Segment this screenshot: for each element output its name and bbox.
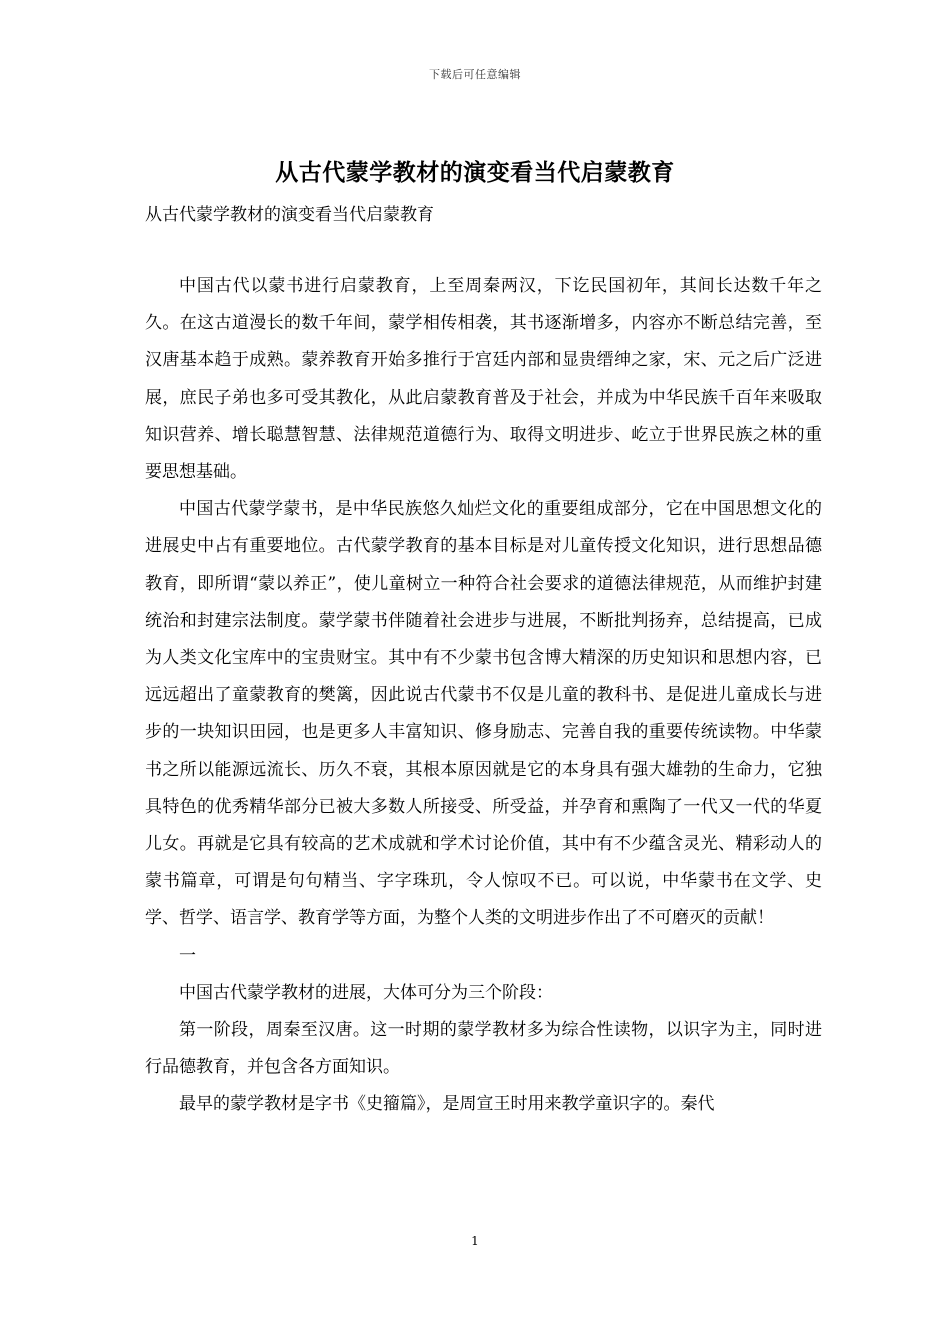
body-paragraph: 最早的蒙学教材是字书《史籀篇》，是周宣王时用来教学童识字的。秦代 xyxy=(179,1094,715,1115)
section-marker: 一 xyxy=(179,945,196,966)
body-paragraph: 第一阶段，周秦至汉唐。这一时期的蒙学教材多为综合性读物，以识字为主，同时进行品德教育，并包含各方面知识。 xyxy=(145,1020,822,1078)
body-paragraph: 中国古代蒙学蒙书，是中华民族悠久灿烂文化的重要组成部分，它在中国思想文化的进展史中占有重要地位。古代蒙学教育的基本目标是对儿童传授文化知识，进行思想品德教育，即所谓“蒙以养正”，使儿童树立一种符合社会要求的道德法律规范，从而维护封建统治和封建宗法制度。蒙学蒙书伴随着社会进步与进展，不断批判扬弃，总结提高，已成为人类文化宝库中的宝贵财宝。其中有不少蒙书包含博大精深的历史知识和思想内容，已远远超出了童蒙教育的樊篱，因此说古代蒙书不仅是儿童的教科书、是促进儿童成长与进步的一块知识田园，也是更多人丰富知识、修身励志、完善自我的重要传统读物。中华蒙书之所以能源远流长、历久不衰，其根本原因就是它的本身具有强大雄勃的生命力，它独具特色的优秀精华部分已被大多数人所接受、所受益，并孕育和熏陶了一代又一代的华夏儿女。再就是它具有较高的艺术成就和学术讨论价值，其中有不少蕴含灵光、精彩动人的蒙书篇章，可谓是句句精当、字字珠玑，令人惊叹不已。可以说，中华蒙书在文学、史学、哲学、语言学、教育学等方面，为整个人类的文明进步作出了不可磨灭的贡献！ xyxy=(145,499,822,929)
page-number: 1 xyxy=(471,1234,479,1248)
body-paragraph: 中国古代蒙学教材的进展，大体可分为三个阶段： xyxy=(179,982,553,1003)
body-paragraph: 中国古代以蒙书进行启蒙教育，上至周秦两汉，下讫民国初年，其间长达数千年之久。在这古道漫长的数千年间，蒙学相传相袭，其书逐渐增多，内容亦不断总结完善，至汉唐基本趋于成熟。蒙养教育开始多推行于宫廷内部和显贵缙绅之家，宋、元之后广泛进展，庶民子弟也多可受其教化，从此启蒙教育普及于社会，并成为中华民族千百年来吸取知识营养、增长聪慧智慧、法律规范道德行为、取得文明进步、屹立于世界民族之林的重要思想基础。 xyxy=(145,276,822,483)
page-header-note: 下载后可任意编辑 xyxy=(429,68,521,81)
document-body xyxy=(145,268,822,1124)
document-subtitle: 从古代蒙学教材的演变看当代启蒙教育 xyxy=(145,205,434,225)
document-title: 从古代蒙学教材的演变看当代启蒙教育 xyxy=(275,159,675,186)
